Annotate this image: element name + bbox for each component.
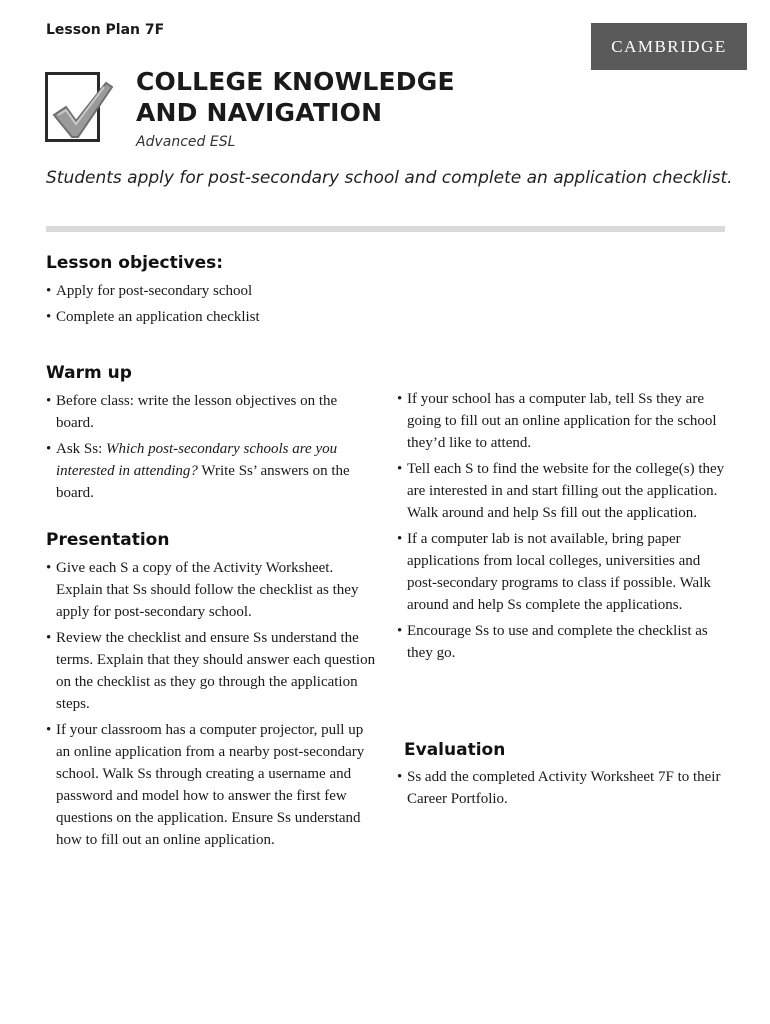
lesson-plan-label: Lesson Plan 7F (46, 22, 165, 38)
bullet: • (397, 623, 403, 639)
list-item-text: If a computer lab is not available, bring paper applications from local colleges, universities and post-secondary programs to class if possible. Walk around and help Ss complete the applications. (407, 531, 711, 613)
list-item-text: If your classroom has a computer projector, pull up an online application from a nearby post-secondary school. Walk Ss through creating a username and password and model how to answer the first few questions on the application. Ensure Ss understand how to fill out an online application. (56, 722, 365, 848)
objectives-heading: Lesson objectives: (46, 253, 224, 273)
list-item-text: If your school has a computer lab, tell Ss they are going to fill out an online application for the school they’d like to attend. (407, 391, 717, 451)
checkbox-graphic (45, 72, 100, 142)
list-item-text: Write Ss’ answers on the board. (56, 463, 350, 501)
logo-text: CAMBRIDGE (611, 36, 727, 56)
cambridge-logo (591, 23, 747, 70)
bullet: • (397, 769, 403, 785)
bullet: • (46, 630, 52, 646)
list-item (46, 280, 366, 302)
evaluation-heading: Evaluation (404, 740, 506, 760)
bullet: • (46, 441, 52, 457)
list-item (46, 438, 376, 504)
evaluation-list (397, 766, 727, 814)
presentation-list (46, 557, 376, 855)
list-item (397, 388, 727, 454)
warmup-list (46, 390, 376, 508)
question-text: Which post-secondary schools are you interested in attending? (56, 441, 338, 479)
bullet: • (46, 283, 52, 299)
list-item-text: Encourage Ss to use and complete the checklist as they go. (407, 623, 708, 661)
list-item-text: Ask Ss: (56, 441, 107, 457)
list-item (397, 458, 727, 524)
checkmark-icon (46, 77, 116, 147)
objectives-list (46, 280, 366, 332)
bullet: • (397, 391, 403, 407)
bullet: • (46, 560, 52, 576)
list-item-text: Tell each S to find the website for the college(s) they are interested in and start filling out the application. Walk around and help Ss fill out the application. (407, 461, 725, 521)
list-item-text: Complete an application checklist (56, 309, 260, 325)
list-item-text: Ss add the completed Activity Worksheet 7F to their Career Portfolio. (407, 769, 721, 807)
list-item (46, 557, 376, 623)
presentation-heading: Presentation (46, 530, 170, 550)
divider (46, 226, 725, 232)
warmup-heading: Warm up (46, 363, 132, 383)
bullet: • (397, 531, 403, 547)
list-item-text: Give each S a copy of the Activity Worksheet. Explain that Ss should follow the checklist as they apply for post-secondary school. (56, 560, 359, 620)
list-item (46, 390, 376, 434)
title-line-1: COLLEGE KNOWLEDGE (136, 67, 455, 96)
bullet: • (46, 393, 52, 409)
list-item-text: Before class: write the lesson objectives on the board. (56, 393, 338, 431)
list-item (397, 620, 727, 664)
bullet: • (46, 309, 52, 325)
activity-list (397, 388, 727, 668)
page-title (136, 66, 455, 128)
list-item-text: Review the checklist and ensure Ss understand the terms. Explain that they should answer each question on the checklist as they go through the application steps. (56, 630, 376, 712)
list-item (46, 627, 376, 715)
list-item-text: Apply for post-secondary school (56, 283, 253, 299)
list-item (46, 306, 366, 328)
list-item (397, 766, 727, 810)
bullet: • (397, 461, 403, 477)
lesson-summary: Students apply for post-secondary school and complete an application checklist. (46, 168, 733, 188)
bullet: • (46, 722, 52, 738)
list-item (397, 528, 727, 616)
title-line-2: AND NAVIGATION (136, 98, 383, 127)
course-level: Advanced ESL (136, 134, 236, 150)
list-item (46, 719, 376, 851)
